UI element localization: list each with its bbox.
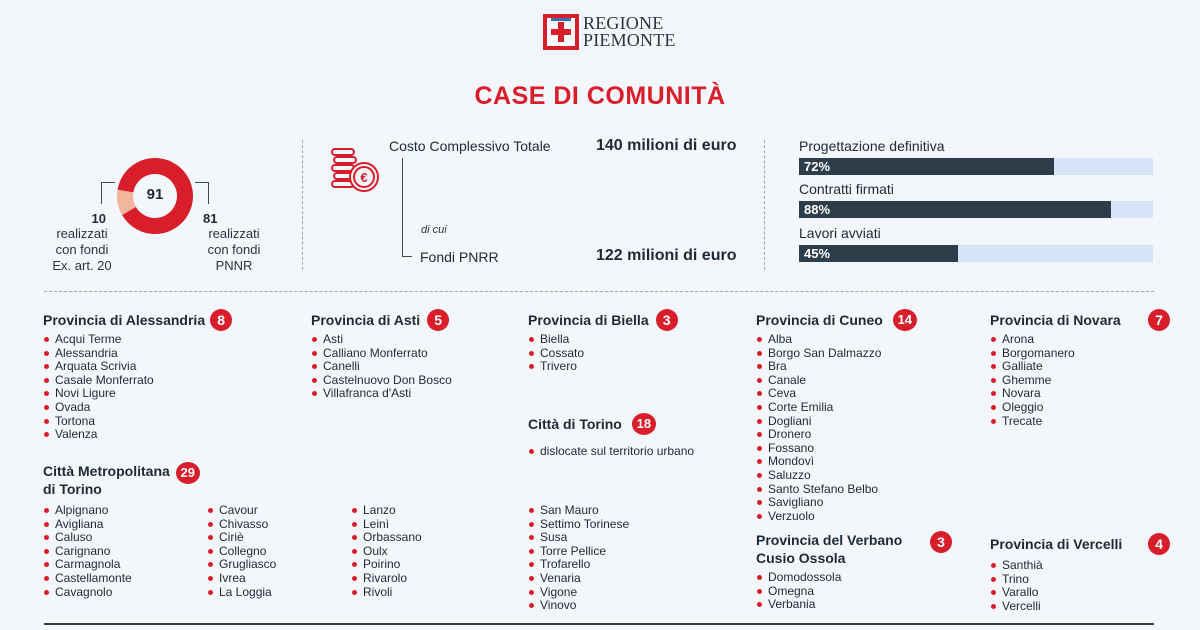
list-item: Ivrea [207, 572, 276, 586]
progress-works: Lavori avviati 45% [799, 225, 1153, 262]
regione-piemonte-emblem-icon [543, 14, 579, 50]
list-item: Ovada [43, 401, 232, 415]
list-item: Novara [990, 387, 1170, 401]
list-item: Verzuolo [756, 510, 917, 524]
list-item: Orbassano [351, 531, 422, 545]
list-item: Grugliasco [207, 558, 276, 572]
list-item: Cavagnolo [43, 586, 132, 600]
total-cost-value: 140 milioni di euro [596, 137, 737, 154]
progress-design: Progettazione definitiva 72% [799, 138, 1153, 175]
list-item: Venaria [528, 572, 629, 586]
list-item: Oleggio [990, 401, 1170, 415]
list-item: Trofarello [528, 558, 629, 572]
list-item: La Loggia [207, 586, 276, 600]
list-item: Cavour [207, 504, 276, 518]
list-item: Ghemme [990, 374, 1170, 388]
list-item: Dogliani [756, 415, 917, 429]
list-item: Leinì [351, 518, 422, 532]
list-item: Rivoli [351, 586, 422, 600]
list-item: Calliano Monferrato [311, 347, 452, 361]
count-badge: 29 [176, 462, 200, 484]
list-item: Fossano [756, 442, 917, 456]
divider-2 [764, 140, 765, 270]
list-item: Varallo [990, 586, 1170, 600]
count-badge: 5 [427, 309, 449, 331]
province-biella: Provincia di Biella 3 Biella Cossato Trivero [528, 309, 678, 374]
list-item: Asti [311, 333, 452, 347]
list-item: Vinovo [528, 599, 629, 613]
list-item: Lanzo [351, 504, 422, 518]
list-item: Canale [756, 374, 917, 388]
metro-torino-col4 [528, 504, 629, 613]
list-item: Santhià [990, 559, 1170, 573]
province-vco: Provincia del Verbano Cusio Ossola 3 Domodossola Omegna Verbania [756, 531, 952, 612]
list-item: Chivasso [207, 518, 276, 532]
province-novara: Provincia di Novara 7 Arona Borgomanero Galliate Ghemme Novara Oleggio Trecate [990, 309, 1170, 428]
count-badge: 4 [1148, 533, 1170, 555]
count-badge: 7 [1148, 309, 1170, 331]
list-item: Vercelli [990, 600, 1170, 614]
count-badge: 3 [930, 531, 952, 553]
list-item: dislocate sul territorio urbano [528, 445, 694, 459]
logo-text: REGIONE PIEMONTE [583, 13, 676, 50]
list-item: San Mauro [528, 504, 629, 518]
right-bracket [195, 182, 209, 204]
list-item: Avigliana [43, 518, 132, 532]
list-item: Borgo San Dalmazzo [756, 347, 917, 361]
list-item: Torre Pellice [528, 545, 629, 559]
list-item: Oulx [351, 545, 422, 559]
list-item: Tortona [43, 415, 232, 429]
pnnr-stat: 81 realizzati con fondi PNNR [203, 211, 261, 273]
list-item: Omegna [756, 585, 952, 599]
list-item: Trecate [990, 415, 1170, 429]
list-item: Carmagnola [43, 558, 132, 572]
list-item: Canelli [311, 360, 452, 374]
progress-fill: 88% [799, 201, 1111, 218]
province-alessandria: Provincia di Alessandria 8 Acqui Terme Alessandria Arquata Scrivia Casale Monferrato Novi Ligure Ovada Tortona Valenza [43, 309, 232, 442]
count-badge: 3 [656, 309, 678, 331]
ex-art20-stat: 10 realizzati con fondi Ex. art. 20 [52, 211, 112, 273]
progress-fill: 72% [799, 158, 1054, 175]
list-item: Alpignano [43, 504, 132, 518]
list-item: Arona [990, 333, 1170, 347]
cost-connector-arrow [402, 256, 412, 257]
list-item: Alessandria [43, 347, 232, 361]
list-item: Collegno [207, 545, 276, 559]
list-item: Domodossola [756, 571, 952, 585]
list-item: Susa [528, 531, 629, 545]
total-cost-label: Costo Complessivo Totale [389, 138, 551, 154]
list-item: Biella [528, 333, 678, 347]
province-vercelli: Provincia di Vercelli 4 Santhià Trino Varallo Vercelli [990, 533, 1170, 613]
list-item: Trino [990, 573, 1170, 587]
list-item: Settimo Torinese [528, 518, 629, 532]
list-item: Rivarolo [351, 572, 422, 586]
province-asti: Provincia di Asti 5 Asti Calliano Monferrato Canelli Castelnuovo Don Bosco Villafranca d'Asti [311, 309, 452, 401]
list-item: Saluzzo [756, 469, 917, 483]
list-item: Savigliano [756, 496, 917, 510]
metro-torino-col1 [43, 504, 132, 599]
list-item: Mondovì [756, 455, 917, 469]
list-item: Ceva [756, 387, 917, 401]
list-item: Arquata Scrivia [43, 360, 232, 374]
list-item: Bra [756, 360, 917, 374]
list-item: Ciriè [207, 531, 276, 545]
pnrr-funds-label: Fondi PNRR [420, 249, 499, 265]
count-badge: 14 [893, 309, 917, 331]
page-title: CASE DI COMUNITÀ [474, 82, 726, 110]
list-item: Verbania [756, 598, 952, 612]
list-item: Cossato [528, 347, 678, 361]
list-item: Villafranca d'Asti [311, 387, 452, 401]
donut-total: 91 [146, 186, 164, 203]
pnrr-funds-value: 122 milioni di euro [596, 247, 737, 264]
list-item: Carignano [43, 545, 132, 559]
list-item: Vigone [528, 586, 629, 600]
svg-text:€: € [360, 170, 368, 185]
list-item: Borgomanero [990, 347, 1170, 361]
list-item: Dronero [756, 428, 917, 442]
list-item: Acqui Terme [43, 333, 232, 347]
count-badge: 18 [632, 413, 656, 435]
bottom-rule [44, 623, 1154, 625]
city-torino: Città di Torino 18 dislocate sul territorio urbano [528, 413, 694, 459]
euro-coins-icon [330, 145, 382, 193]
cost-connector [402, 158, 403, 256]
section-divider [44, 291, 1154, 292]
progress-fill: 45% [799, 245, 958, 262]
progress-contracts: Contratti firmati 88% [799, 181, 1153, 218]
regione-piemonte-logo [543, 14, 676, 50]
metro-torino: Città Metropolitana di Torino 29 [43, 462, 200, 498]
list-item: Alba [756, 333, 917, 347]
list-item: Caluso [43, 531, 132, 545]
metro-torino-col2 [207, 504, 276, 599]
province-cuneo: Provincia di Cuneo 14 Alba Borgo San Dalmazzo Bra Canale Ceva Corte Emilia Dogliani Dronero Fossano Mondovì Saluzzo Santo Stefano Belbo Savigliano Verzuolo [756, 309, 917, 523]
list-item: Castelnuovo Don Bosco [311, 374, 452, 388]
list-item: Poirino [351, 558, 422, 572]
count-badge: 8 [210, 309, 232, 331]
list-item: Santo Stefano Belbo [756, 483, 917, 497]
left-bracket [101, 182, 115, 204]
list-item: Valenza [43, 428, 232, 442]
list-item: Castellamonte [43, 572, 132, 586]
list-item: Galliate [990, 360, 1170, 374]
list-item: Trivero [528, 360, 678, 374]
list-item: Corte Emilia [756, 401, 917, 415]
of-which-label: di cui [421, 224, 447, 236]
list-item: Casale Monferrato [43, 374, 232, 388]
list-item: Novi Ligure [43, 387, 232, 401]
metro-torino-col3 [351, 504, 422, 599]
divider-1 [302, 140, 303, 270]
